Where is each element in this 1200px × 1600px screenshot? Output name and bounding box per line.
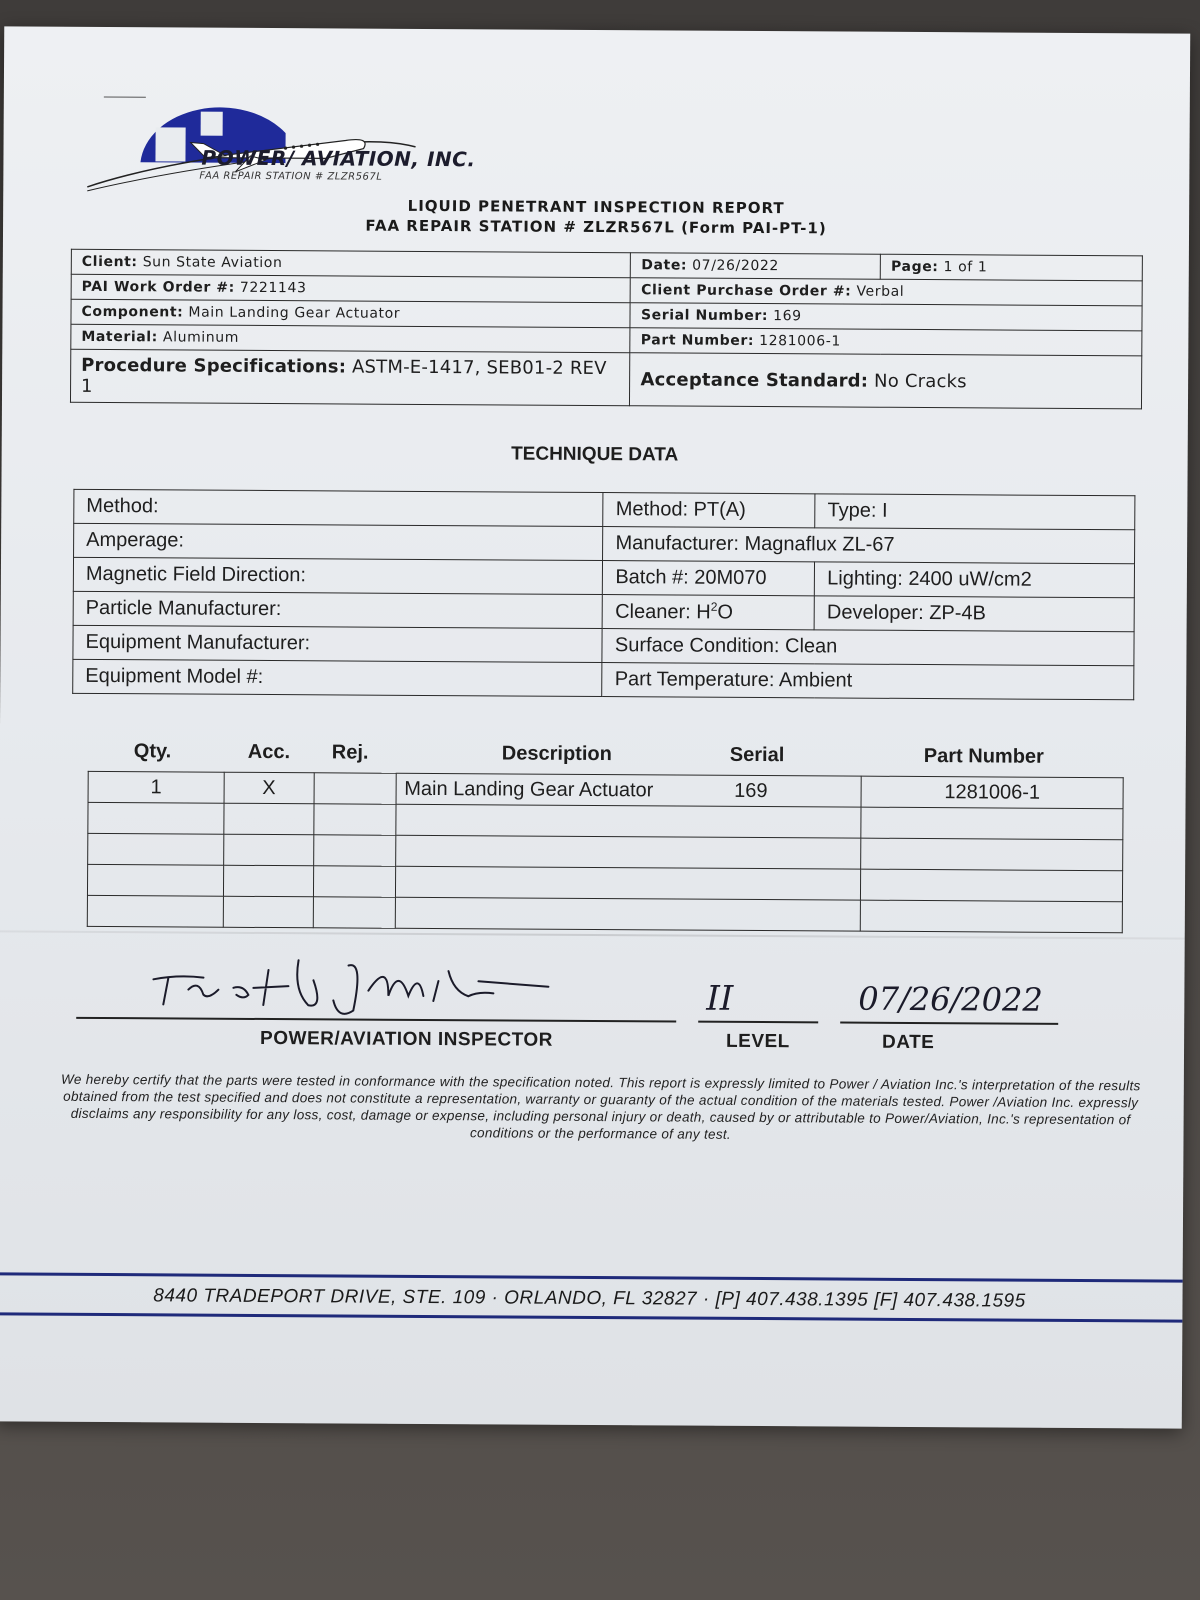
- component-cell: Component: Main Landing Gear Actuator: [71, 299, 631, 327]
- type-value: Type: I: [815, 494, 1135, 530]
- part-number-cell: Part Number: 1281006-1: [630, 328, 1142, 356]
- date-label: DATE: [882, 1031, 935, 1054]
- tech-label: Equipment Model #:: [73, 659, 603, 696]
- description-header: Description: [501, 742, 612, 766]
- company-name: POWER/ AVIATION, INC.: [201, 145, 476, 172]
- level-label: LEVEL: [726, 1030, 790, 1053]
- lighting-value: Lighting: 2400 uW/cm2: [815, 562, 1135, 598]
- manufacturer-value: Manufacturer: Magnaflux ZL-67: [603, 527, 1135, 564]
- page-cell: Page: 1 of 1: [880, 254, 1142, 281]
- tech-label: Magnetic Field Direction:: [73, 557, 603, 594]
- material-cell: Material: Aluminum: [71, 324, 631, 352]
- qty-cell: 1: [88, 771, 224, 803]
- level-value: II: [706, 978, 734, 1019]
- inspector-signature: [148, 949, 568, 1022]
- part-number-header: Part Number: [923, 745, 1044, 768]
- tech-label: Particle Manufacturer:: [73, 591, 603, 628]
- description-serial-cell: Main Landing Gear Actuator 169: [396, 773, 862, 807]
- station-number: FAA REPAIR STATION # ZLZR567L: [199, 170, 383, 183]
- temperature-value: Part Temperature: Ambient: [602, 663, 1134, 700]
- acceptance-cell: Acceptance Standard: No Cracks: [630, 353, 1142, 409]
- inspector-label: POWER/AVIATION INSPECTOR: [260, 1027, 553, 1051]
- method-value: Method: PT(A): [603, 493, 815, 528]
- company-address: 8440 TRADEPORT DRIVE, STE. 109 · ORLANDO, FL 32827 · [P] 407.438.1395 [F] 407.438.1595: [153, 1285, 1026, 1312]
- date-line: [840, 1022, 1058, 1025]
- certification-disclaimer: We hereby certify that the parts were tested in conformance with the specification noted. This report is expressly limited to Power / Aviation Inc.'s interpretation of the results obtained from the test specified and does not constitute a representation, warranty or guaranty of the actual condition of the materials tested. Power /Aviation Inc. expressly disclaims any responsibility for any loss, cost, damage or expense, including personal injury or death, caused by or attributable to Power/Aviation, Inc.'s representation of conditions or the performance of any test.: [61, 1071, 1141, 1142]
- table-row: [87, 895, 1122, 932]
- procedure-cell: Procedure Specifications: ASTM-E-1417, SEB01-2 REV 1: [70, 349, 630, 405]
- acc-cell: X: [224, 772, 314, 804]
- rej-cell: [314, 773, 396, 804]
- serial-number-cell: Serial Number: 169: [630, 303, 1142, 331]
- work-order-cell: PAI Work Order #: 7221143: [71, 274, 631, 302]
- client-cell: Client: Sun State Aviation: [71, 249, 631, 277]
- report-title: LIQUID PENETRANT INSPECTION REPORT: [407, 196, 785, 218]
- level-line: [698, 1021, 818, 1023]
- acc-header: Acc.: [247, 740, 291, 764]
- footer-rule-bottom: [0, 1312, 1182, 1322]
- serial-header: Serial: [729, 743, 785, 767]
- rej-header: Rej.: [331, 741, 369, 764]
- purchase-order-cell: Client Purchase Order #: Verbal: [631, 278, 1143, 306]
- surface-value: Surface Condition: Clean: [602, 629, 1134, 666]
- footer-rule-top: [0, 1272, 1183, 1282]
- report-subtitle: FAA REPAIR STATION # ZLZR567L (Form PAI-PT-1): [365, 216, 827, 238]
- items-table: [87, 771, 1124, 933]
- date-cell: Date: 07/26/2022: [631, 253, 881, 280]
- developer-value: Developer: ZP-4B: [814, 596, 1134, 632]
- part-cell: 1281006-1: [861, 776, 1123, 809]
- tech-label: Method:: [74, 489, 604, 526]
- qty-header: Qty.: [133, 740, 172, 763]
- tech-label: Amperage:: [74, 523, 604, 560]
- batch-value: Batch #: 20M070: [603, 561, 815, 596]
- technique-table: [72, 489, 1135, 700]
- technique-title: TECHNIQUE DATA: [511, 443, 679, 466]
- header-table: [70, 249, 1143, 410]
- tech-label: Equipment Manufacturer:: [73, 625, 603, 662]
- inspection-report-sheet: [0, 26, 1190, 1428]
- cleaner-value: Cleaner: $H^2O$: [603, 595, 815, 630]
- signature-date: 07/26/2022: [858, 979, 1043, 1019]
